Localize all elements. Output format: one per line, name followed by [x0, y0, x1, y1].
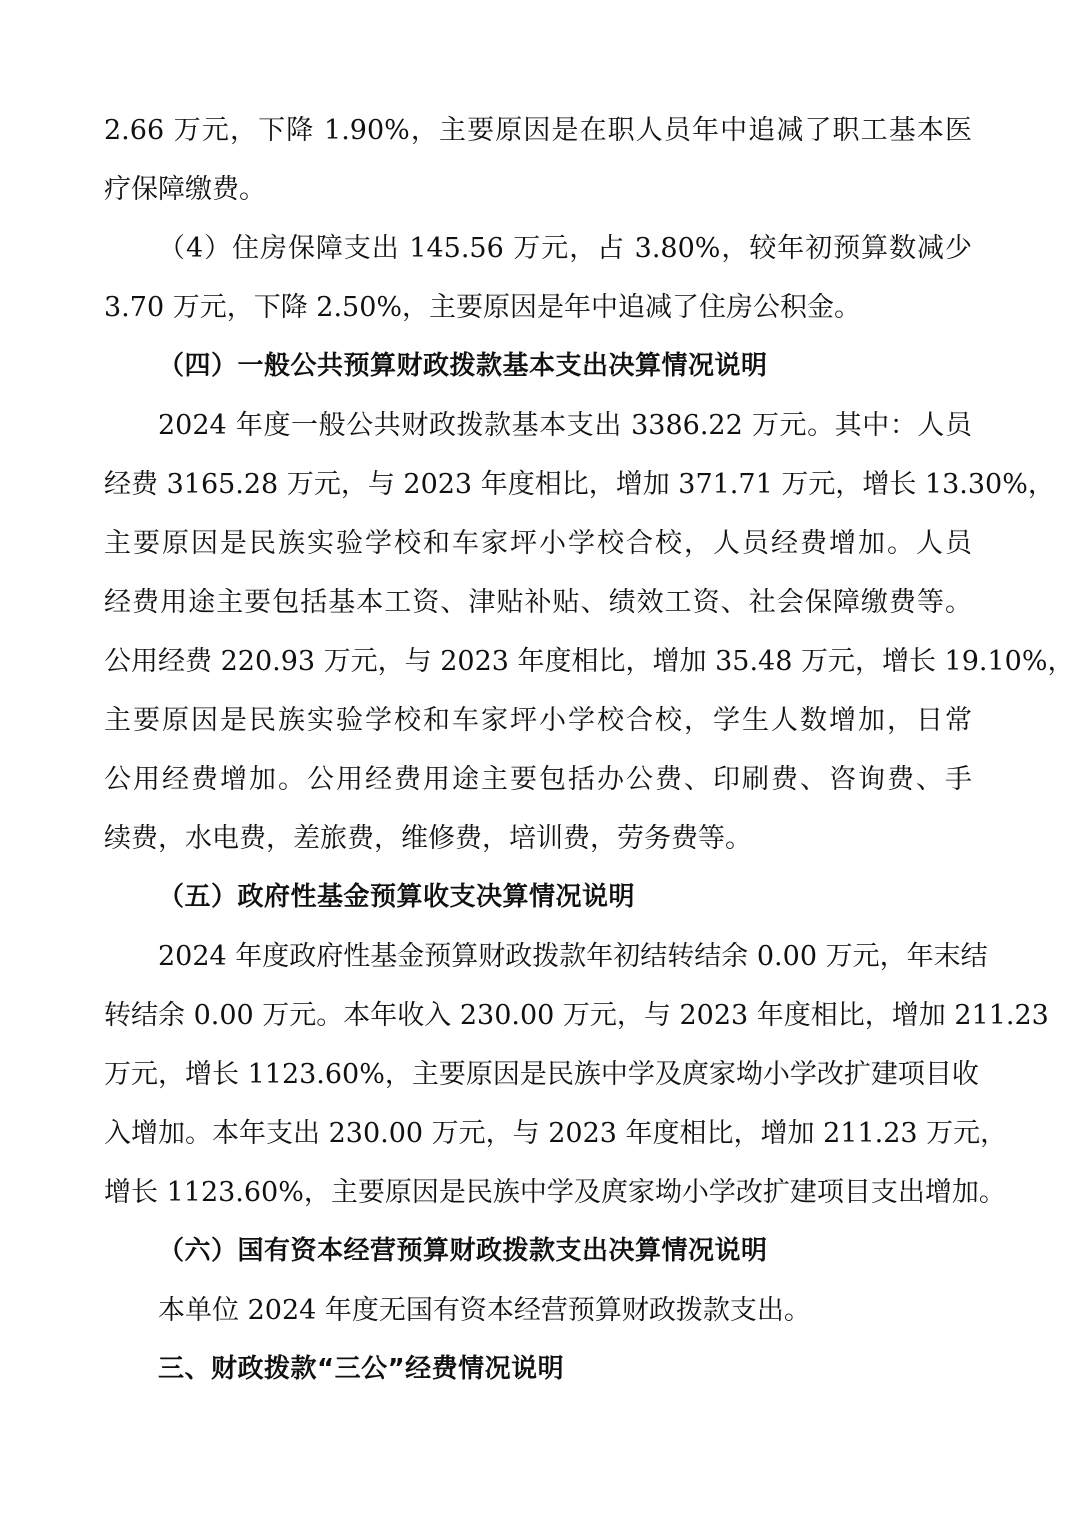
text-line: 疗保障缴费。 — [104, 174, 266, 205]
text-line: 主要原因是民族实验学校和车家坪小学校合校，学生人数增加，日常 — [104, 705, 972, 736]
section-heading-government-fund: （五）政府性基金预算收支决算情况说明 — [158, 882, 636, 912]
text-line: 2024 年度一般公共财政拨款基本支出 3386.22 万元。其中：人员 — [158, 410, 972, 441]
text-line: 2.66 万元，下降 1.90%，主要原因是在职人员年中追减了职工基本医 — [104, 115, 972, 146]
text-line: 本单位 2024 年度无国有资本经营预算财政拨款支出。 — [158, 1295, 811, 1326]
text-line: 转结余 0.00 万元。本年收入 230.00 万元，与 2023 年度相比，增加 211.23 — [104, 1000, 1049, 1031]
text-line: 经费用途主要包括基本工资、津贴补贴、绩效工资、社会保障缴费等。 — [104, 587, 972, 618]
text-line: 续费，水电费，差旅费，维修费，培训费，劳务费等。 — [104, 823, 752, 854]
text-line: 公用经费增加。公用经费用途主要包括办公费、印刷费、咨询费、手 — [104, 764, 972, 795]
text-line: 入增加。本年支出 230.00 万元，与 2023 年度相比，增加 211.23 万元， — [104, 1118, 1008, 1149]
paragraph-health-insurance-continued — [104, 101, 972, 219]
paragraph-government-fund — [104, 927, 1049, 1222]
paragraph-housing-security-expense — [104, 219, 972, 337]
text-line: 增长 1123.60%，主要原因是民族中学及庹家坳小学改扩建项目支出增加。 — [104, 1177, 1006, 1208]
section-heading-basic-expenditure: （四）一般公共预算财政拨款基本支出决算情况说明 — [158, 351, 768, 381]
section-heading-three-public-expenses: 三、财政拨款“三公”经费情况说明 — [158, 1354, 565, 1384]
section-heading-state-capital: （六）国有资本经营预算财政拨款支出决算情况说明 — [158, 1236, 768, 1266]
text-line: 公用经费 220.93 万元，与 2023 年度相比，增加 35.48 万元，增长 19.10%， — [104, 646, 1075, 677]
text-line: 2024 年度政府性基金预算财政拨款年初结转结余 0.00 万元，年末结 — [158, 941, 988, 972]
paragraph-basic-expenditure — [104, 396, 1075, 868]
text-line: 经费 3165.28 万元，与 2023 年度相比，增加 371.71 万元，增长 13.30%， — [104, 469, 1055, 500]
paragraph-state-capital — [104, 1281, 972, 1340]
text-line: 3.70 万元，下降 2.50%，主要原因是年中追减了住房公积金。 — [104, 292, 862, 323]
text-line: （4）住房保障支出 145.56 万元，占 3.80%，较年初预算数减少 — [158, 233, 972, 264]
text-line: 万元，增长 1123.60%，主要原因是民族中学及庹家坳小学改扩建项目收 — [104, 1059, 979, 1090]
text-line: 主要原因是民族实验学校和车家坪小学校合校，人员经费增加。人员 — [104, 528, 972, 559]
